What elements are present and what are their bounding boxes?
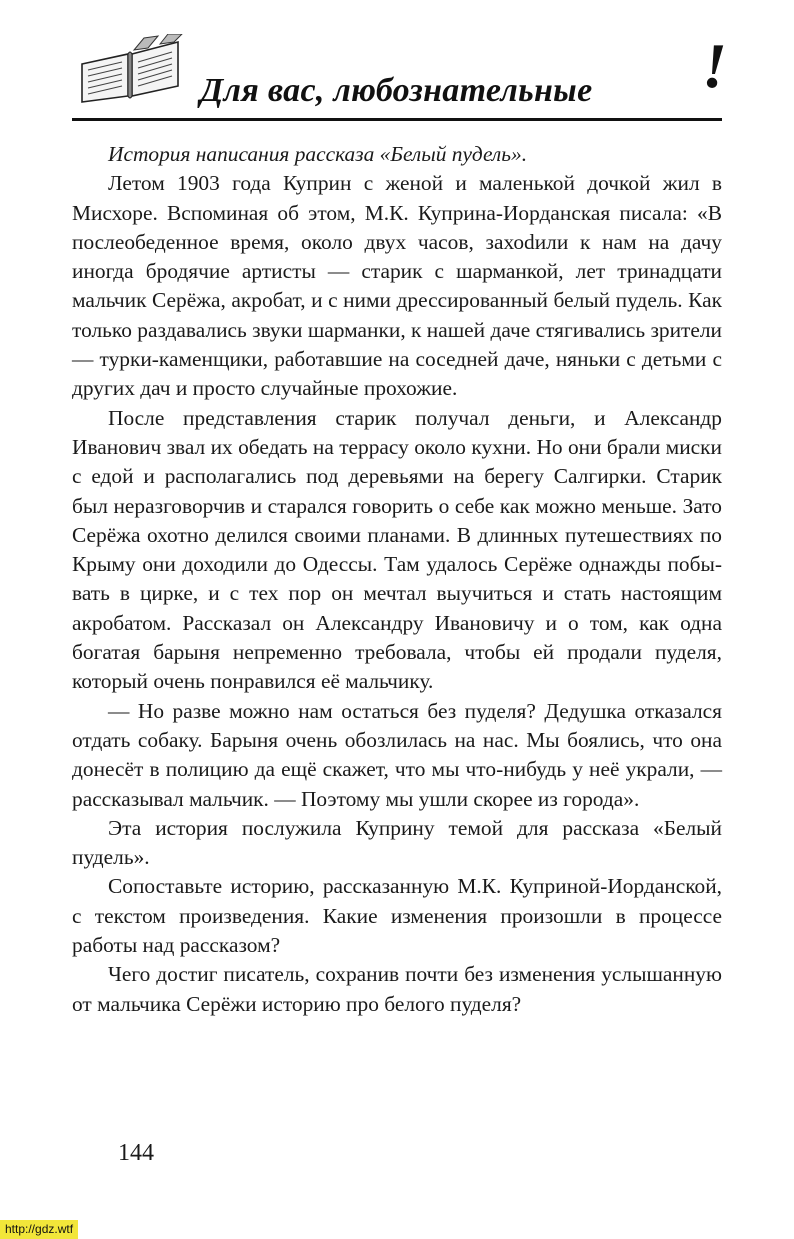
paragraph: Летом 1903 года Куприн с женой и маленькой дочкой жил в Мисхоре. Вспоминая об этом, М.К. Куприна-Иорданская писала: «В послеобеденное время, около двух часов, захоdили к нам на дачу иногда бродячие артисты — старик с шарманкой, лет тринадцати мальчик Серёжа, акробат, и с ними дрессированный белый пудель. Как только раздавались звуки шарманки, к нашей даче стягивались зрители — турки-каменщики, работавшие на соседней даче, няньки с детьми с других дач и просто случайные прохожие. [72, 171, 722, 401]
article-body [72, 140, 722, 1019]
paragraph: — Но разве можно нам остаться без пуделя? Дедушка отказался отдать собаку. Барыня очень обозлилась на нас. Мы боялись, что она донесёт в полицию да ещё скажет, что мы что-нибудь у неё украли, — рассказывал мальчик. — Поэтому мы ушли скорее из города». [72, 698, 722, 811]
paragraph: Эта история послужила Куприну темой для рассказа «Белый пудель». [72, 815, 722, 870]
question: Сопоставьте историю, рассказанную М.К. Куприной-Иорданской, с текстом произведения. Какие изменения произошли в процессе работы над рассказом? [72, 874, 722, 958]
exclamation-mark: ! [702, 30, 727, 101]
section-header [72, 28, 727, 124]
question: Чего достиг писатель, сохранив почти без изменения услышанную от мальчика Серёжи историю про белого пуделя? [72, 962, 722, 1016]
paragraph: После представления старик получал деньги, и Александр Иванович звал их обедать на террасу около кухни. Но они брали миски с едой и располагались под деревьями на берегу Салгирки. Старик был неразговорчив и старался говорить о себе как можно меньше. Зато Серёжа охотно делился своими планами. В длинных путешествиях по Крыму они доходили до Одессы. Там удалось Серёже однажды побывать в цирке, и с тех пор он мечтал выучиться и стать настоящим акробатом. Рассказал он Александру Ивановичу и о том, как одна богатая барыня непременно требовала, чтобы ей продали пуделя, который очень понравился её мальчику. [72, 405, 722, 694]
header-rule [72, 118, 722, 121]
article-heading: История написания рассказа «Белый пудель». [108, 142, 528, 166]
site-link[interactable]: http://gdz.wtf [0, 1220, 78, 1239]
page-number: 144 [118, 1140, 154, 1166]
open-book-icon [74, 34, 186, 104]
section-title: Для вас, любознательные [200, 72, 593, 109]
